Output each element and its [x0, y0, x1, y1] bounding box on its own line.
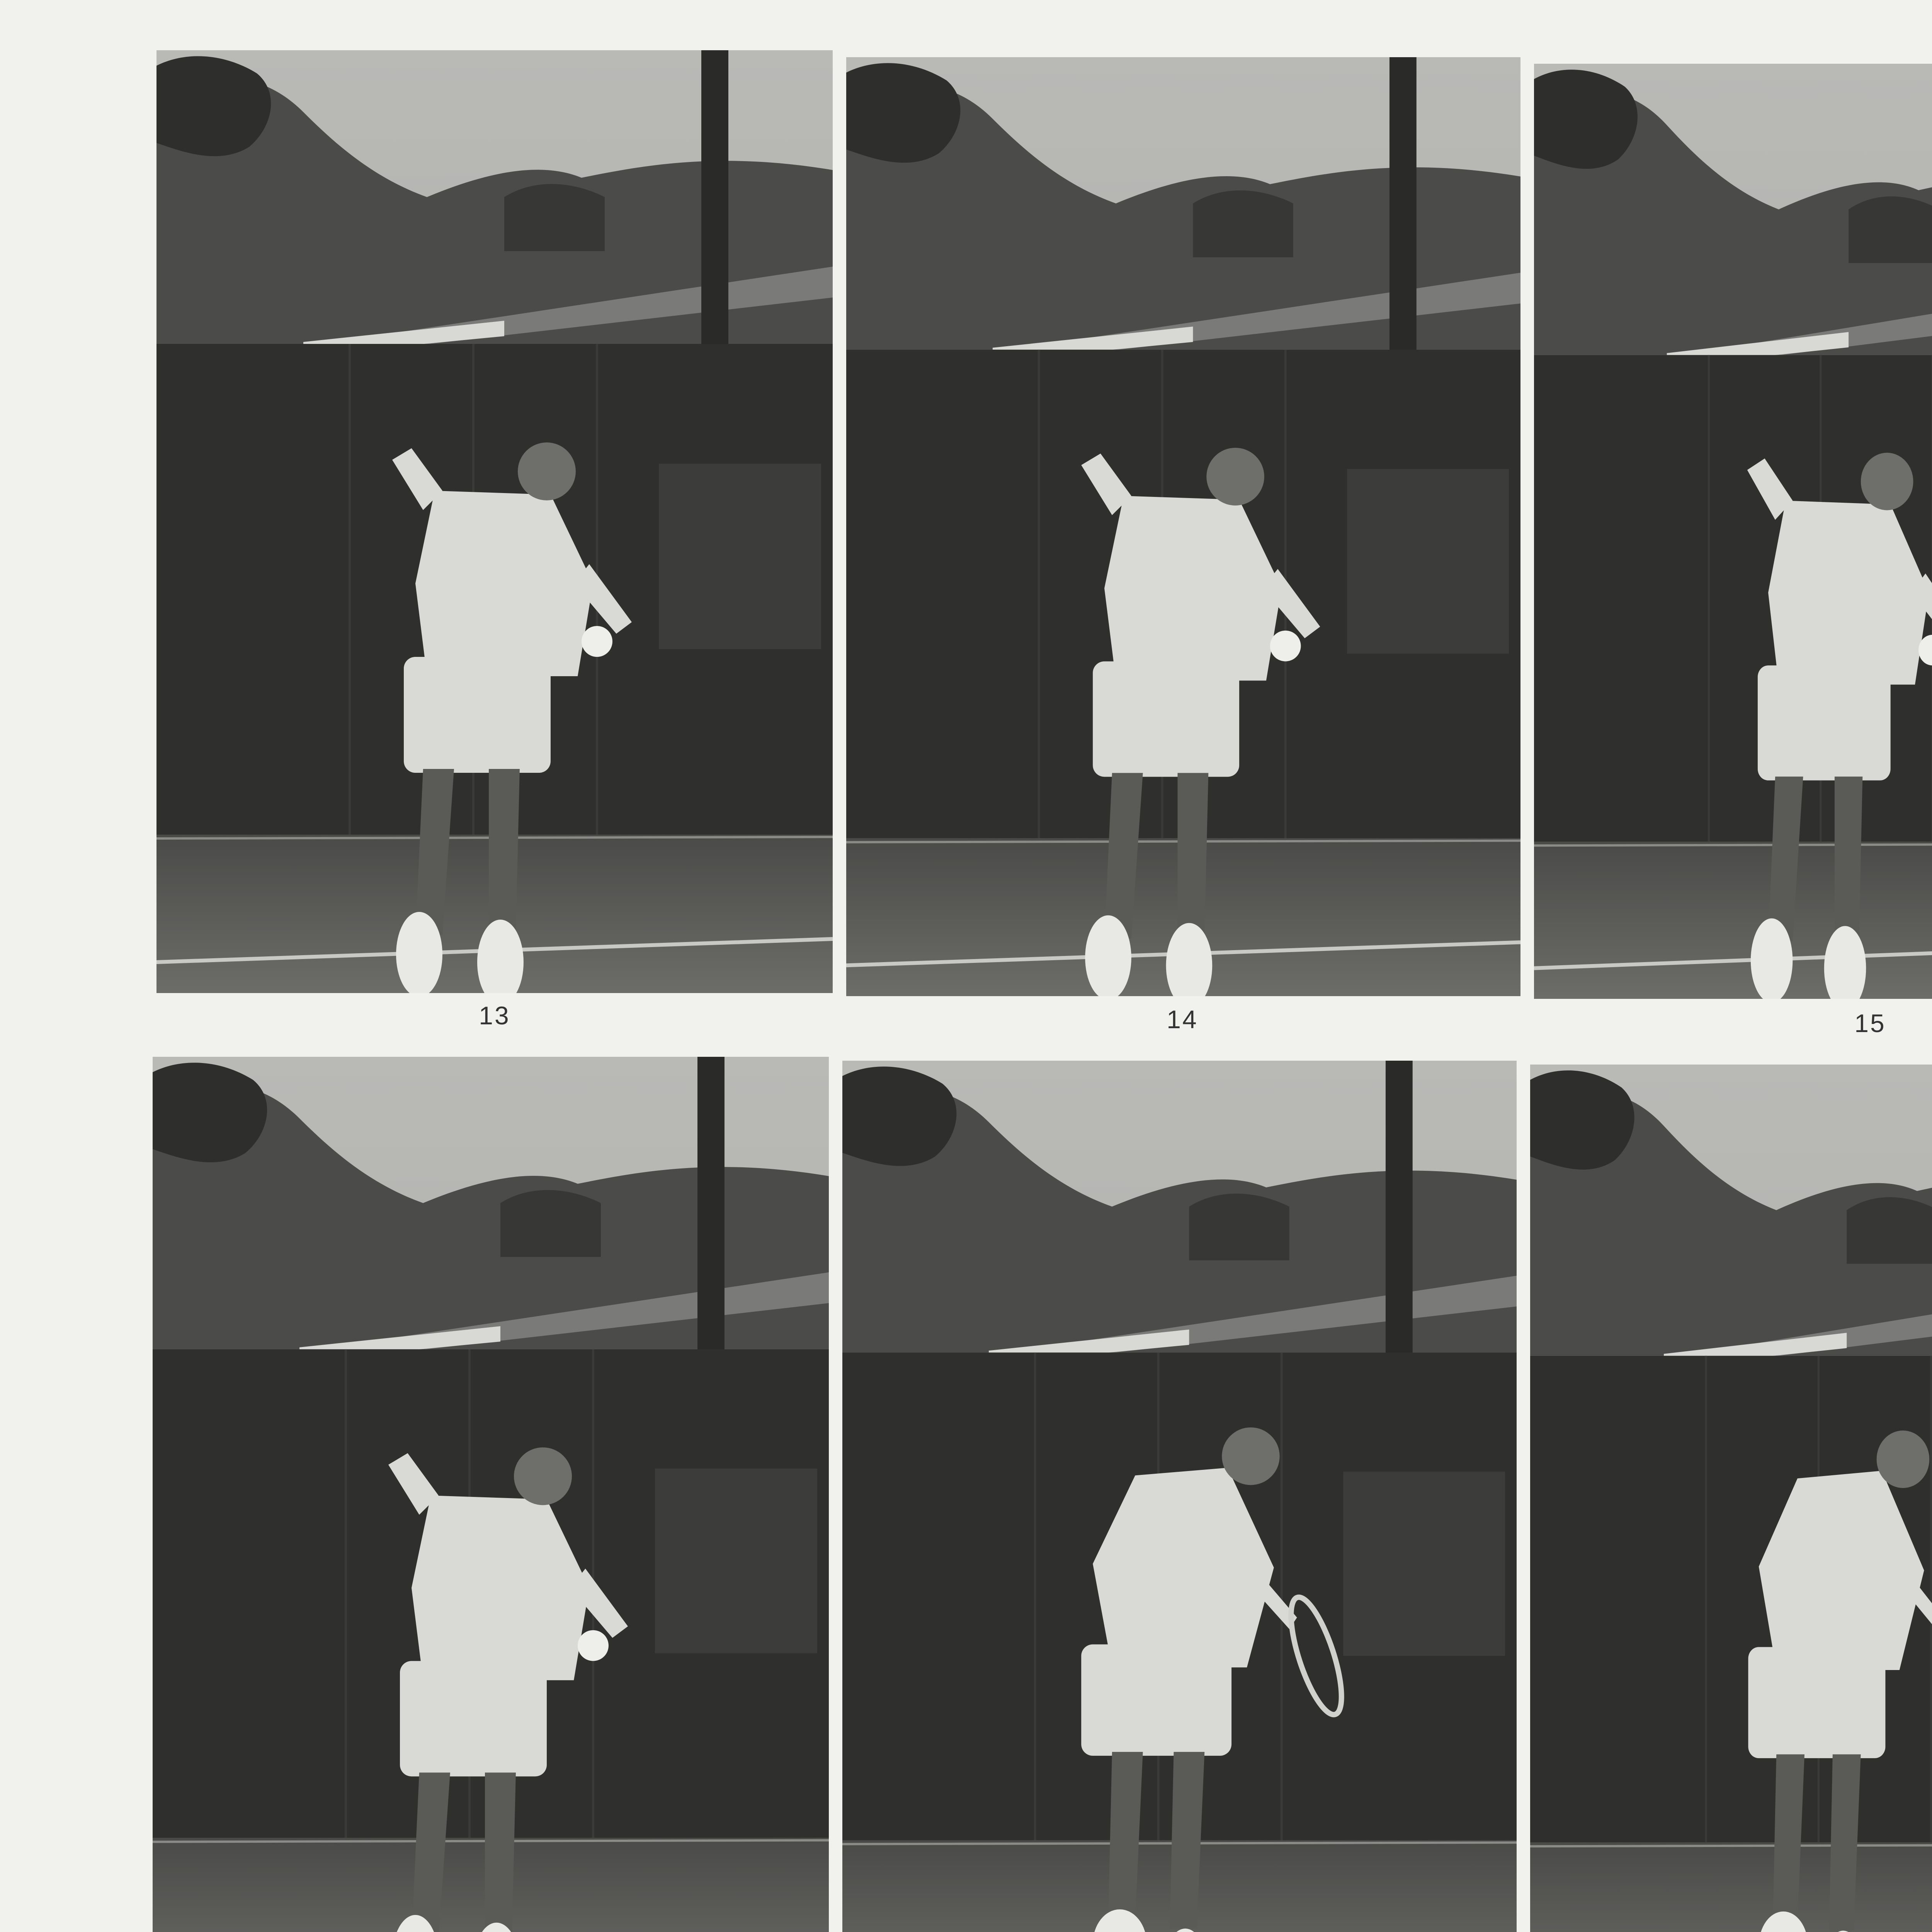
photo-frame-14-image: [846, 57, 1520, 996]
photo-frame-21-image: [1530, 1065, 1932, 1932]
photo-frame-21: [1530, 1065, 1932, 1932]
photo-frame-14: [846, 57, 1520, 996]
photo-frame-19-image: [153, 1057, 829, 1932]
photo-frame-20: [842, 1061, 1517, 1932]
photo-frame-15: [1534, 64, 1932, 999]
photo-frame-13-image: [156, 50, 833, 993]
photo-frame-19: [153, 1057, 829, 1932]
frame-label-13: 13: [479, 1001, 510, 1030]
photo-frame-15-image: [1534, 64, 1932, 999]
photo-frame-13: [156, 50, 833, 993]
frame-label-15: 15: [1854, 1009, 1886, 1037]
photo-frame-20-image: [842, 1061, 1517, 1932]
frame-label-14: 14: [1167, 1005, 1198, 1034]
